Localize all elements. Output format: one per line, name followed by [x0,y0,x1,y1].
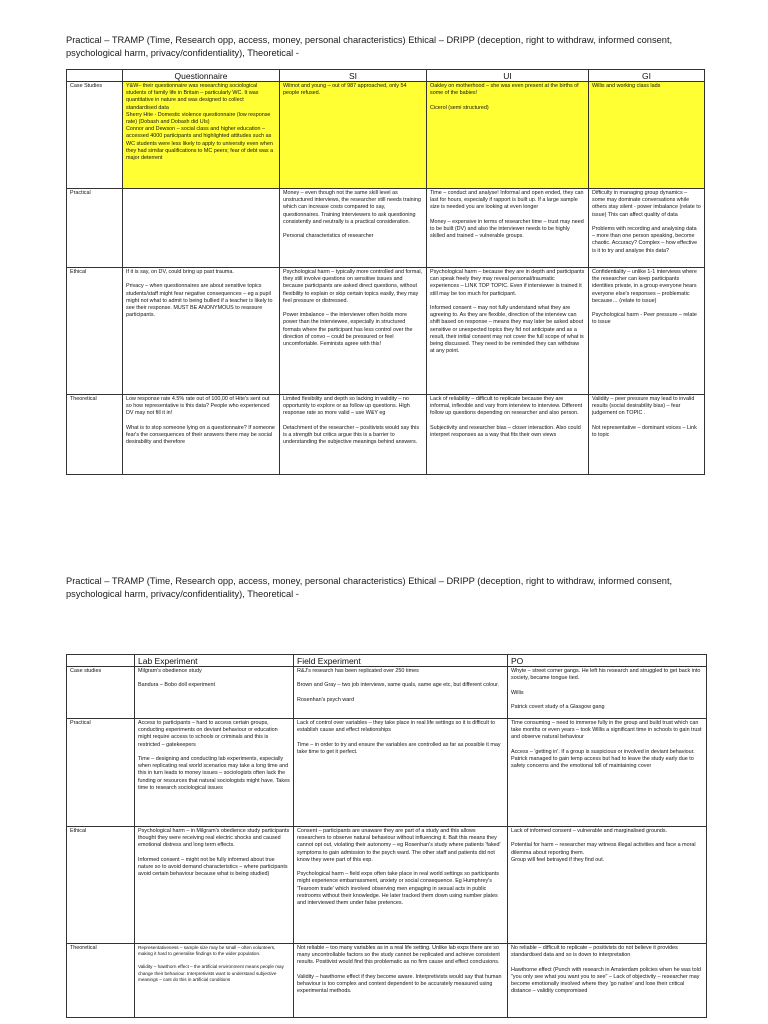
cell-field-theoretical: Not reliable – too many variables as in a real life setting. Unlike lab exps there are so many uncontrollable factors so the study cannot be replicated and achieve consistent results. Positivist would find this problematic as no firm cause and effect conclusions. Validity – hawthorne effect if they become aware. Interpretivists would say that human behaviour is too complex and context dependent to be accurately measured using experimental methods. [294,944,508,1018]
row-label: Case studies [67,667,135,719]
row-label: Theoretical [67,395,123,475]
page-heading-bottom: Practical – TRAMP (Time, Research opp, access, money, personal characteristics) Ethical – DRIPP (deception, right to withdraw, informed consent, psychological harm, privacy/confidentiality), Theoretical - [66,576,673,599]
cell-ui-practical: Time – conduct and analyse! Informal and open ended, they can last for hours, especially if rapport is built up. If a large sample size is needed you are looking at even longer Money – expensive in terms of researcher time – trust may need to be built (DV) and also the interviewer needs to be highly skilled and trained – vulnerable groups. [427,189,589,268]
row-label: Ethical [67,827,135,944]
col-header-gi: GI [589,70,705,82]
cell-lab-case: Milgram's obedience study Bandura – Bobo doll experiment [135,667,294,719]
row-label: Theoretical [67,944,135,1018]
cell-ui-case: Oakley on motherhood – she was even present at the births of some of the babies! Cicerol (semi structured) [427,82,589,189]
cell-field-case: R&J's research has been replicated over 250 times Brown and Gray – two job interviews, same quals, same age etc, but different colour. Rosenhan's psych ward [294,667,508,719]
corner-cell [67,655,135,667]
cell-gi-theoretical: Validity – peer pressure may lead to invalid results (social desirability bias) – fear judgement on TOPIC . Not representative – dominant voices – Link to topic [589,395,705,475]
table-row-theoretical [67,944,707,1018]
cell-si-theoretical: Limited flexibility and depth so lacking in validity – no opportunity to explore or as follow up questions. High response rate so more valid – use W&Y eg Detachment of the researcher – positivists would say this is a strength but critics argue this is a barrier to understanding the subjective meanings behind answers. [280,395,427,475]
row-label: Practical [67,189,123,268]
row-label: Practical [67,719,135,827]
cell-ui-theoretical: Lack of reliability – difficult to replicate because they are informal, inflexible and vary from interview to interview. Different follow up questions depending on researcher and also person. Subjectivity and researcher bias – closer interaction. Also could interpret responses as a way that fits their own views [427,395,589,475]
cell-si-case: Wilmot and young – out of 987 approached, only 54 people refused. [280,82,427,189]
cell-si-ethical: Psychological harm – typically more controlled and formal, they still involve questions on sensitive issues and because participants are asked direct questions, without flexibility to explain or skip certain topics easily, they may feel pressure or distressed. Power imbalance – the interviewer often holds more power than the interviewee, especially in structured formats where the participant has less control over the direction of convo – could be pressured or feel uncomfortable. Feminists agree with this! [280,268,427,395]
cell-si-practical: Money – even though not the same skill level as unstructured interviews, the researcher still needs training which can increase costs compared to say, questionnaires. Training interviewers to ask questioning consistently and neutrally is a practical consideration. Personal characteristics of researcher [280,189,427,268]
row-label: Ethical [67,268,123,395]
cell-questionnaire-ethical: If it is say, on DV, could bring up past trauma. Privacy – when questionnaires are about sensitive topics students/staff might fear negative consequences – eg a pupil might not what to admit to being bullied if a teacher is likely to see their response. MUST BE ANONYMOUS to reassure participants. [123,268,280,395]
table-row-case-studies [67,667,707,719]
cell-po-theoretical: No reliable – difficult to replicate – positivists do not believe it provides standardised data and so is down to interpretation Hawthorne effect (Punch with research in Amsterdam policies when he was told "you only see what you want you to see" – Lack of objectivity – researcher may become emotionally involved where they 'go native' and lose their critical distance – validity compromised [508,944,707,1018]
col-header-ui: UI [427,70,589,82]
cell-questionnaire-practical [123,189,280,268]
cell-gi-case: Willis and working class lads [589,82,705,189]
col-header-si: SI [280,70,427,82]
cell-questionnaire-theoretical: Low response rate 4.5% rate out of 100,00 of Hite's sent out so how representative is this data? People who experienced DV may not fill it in! What is to stop someone lying on a questionnaire? If someone fear's the consequences of their answers there may be social desirability and therefore [123,395,280,475]
col-header-questionnaire: Questionnaire [123,70,280,82]
methods-table-experiments [66,654,707,1018]
corner-cell [67,70,123,82]
cell-gi-ethical: Confidentiality – unlike 1-1 interviews where the researcher can keep participants identities private, in a group everyone hears everyone else's responses – problematic because… (relate to issue) Psychological harm - Peer pressure – relate to issue [589,268,705,395]
cell-lab-practical: Access to participants – hard to access certain groups, conducting experiments on deviant behaviour or education might require access to schools or criminals and this is restricted – gatekeepers Time – designing and conducting lab experiments, especially when replicating real world scenarios may take a long time and this in turn leads to money issues – sociologists often lack the funding or resources that natural sociologists might have. Takes time to research sociological issues [135,719,294,827]
cell-gi-practical: Difficulty in managing group dynamics – some may dominate conversations while others stay silent - power imbalance (relate to issue) This can affect quality of data Problems with recording and analysing data – more than one person speaking, become chaotic. Accuracy? Complex – how effective is it to try and analyse this data? [589,189,705,268]
table-row-ethical [67,827,707,944]
table-row-practical [67,189,705,268]
table-row-theoretical [67,395,705,475]
cell-po-practical: Time consuming – need to immerse fully in the group and build trust which can take months or even years – took Willis a significant time in schools to gain trust and observe natural behaviour Access – 'getting in'. If a group is suspicious or involved in deviant behaviour. Patrick managed to gain temp access but had to leave the study early due to safety concerns and the emotional toll of maintaining cover [508,719,707,827]
cell-lab-theoretical: Representativeness – sample size may be small – often volunteers, making it hard to generalise findings to the wider population. Validity – hawthorn effect – the artificial environment means people may change their behaviour. Interpretivists want to understand subjective meanings – cant do this in artificial conditions [135,944,294,1018]
cell-ui-ethical: Psychological harm – because they are in depth and participants can speak freely they may reveal personal/traumatic experiences – LINK TOP TOPIC. Even if interviewer is trained it still may be too much for participant. Informed consent – may not fully understand what they are agreeing to. As they are flexible, direction of the interview can shift based on response – means they may later be asked about sensitive or unexpected topics they fid not anticipate and as a result, their initial consent may not cover the full scope of what is being discussed. They need to be reminded they can withdraw at any point. [427,268,589,395]
cell-lab-ethical: Psychological harm – in Milgram's obedience study participants thought they were receiving real electric shocks and caused emotional distress and long term effects. Informed consent – might not be fully informed about true nature so to avoid demand characteristics – where participants avoid certain behaviour because what is being studied) [135,827,294,944]
cell-questionnaire-case: Y&W– their questionnaire was researching sociological students of family life in Britain – particularly WC. It was quantitative in nature and was designed to collect standardised data Sherry Hite - Domestic violence questionnaire (low response rate) (Dobash and Dobash did UIs) Connor and Dewson – social class and higher education – accessed 4000 participants and highlighted attitudes such as WC students were less likely to apply to university even when they had similar qualifications to MC peers; fear of debt was a major deterrent [123,82,280,189]
cell-po-case: Whyte – street corner gangs. He left his research and struggled to get back into society, became tongue tied. Willis Patrick covert study of a Glasgow gang [508,667,707,719]
table-row-ethical [67,268,705,395]
table-header-row [67,655,707,667]
table-row-practical [67,719,707,827]
page-heading-top: Practical – TRAMP (Time, Research opp, access, money, personal characteristics) Ethical – DRIPP (deception, right to withdraw, informed consent, psychological harm, privacy/confidentiality), Theoretical - [66,35,673,58]
col-header-po: PO [508,655,707,667]
table-row-case-studies [67,82,705,189]
cell-po-ethical: Lack of informed consent – vulnerable and marginalised grounds. Potential for harm – researcher may witness illegal activities and face a moral dilemma about reporting them. Group will feel betrayed if they find out. [508,827,707,944]
cell-field-ethical: Consent – participants are unaware they are part of a study and this allows researchers to observe natural behaviour without influencing it. Bait this means they cannot opt out, violating their autonomy – eg Rosenhan's study where patients 'faked' symptoms to gain admission to the psych ward. The other staff and patients did not know they were part of this exp. Psychological harm – field exps often take place in real world settings so participants might experience embarrassment, anxiety or social consequence. Eg Humphrey's 'Tearoom trade' which involved observing men engaging in sexual acts in public restrooms without their knowledge. He later tracked them down using number plates and interviewed them under false pretences. [294,827,508,944]
methods-table-interviews [66,69,705,475]
table-header-row [67,70,705,82]
row-label: Case Studies [67,82,123,189]
cell-field-practical: Lack of control over variables – they take place in real life settings so it is difficult to establish cause and effect relationships Time – in order to try and ensure the variables are controlled as far as possible it may take time to get it perfect. [294,719,508,827]
col-header-field-experiment: Field Experiment [294,655,508,667]
col-header-lab-experiment: Lab Experiment [135,655,294,667]
